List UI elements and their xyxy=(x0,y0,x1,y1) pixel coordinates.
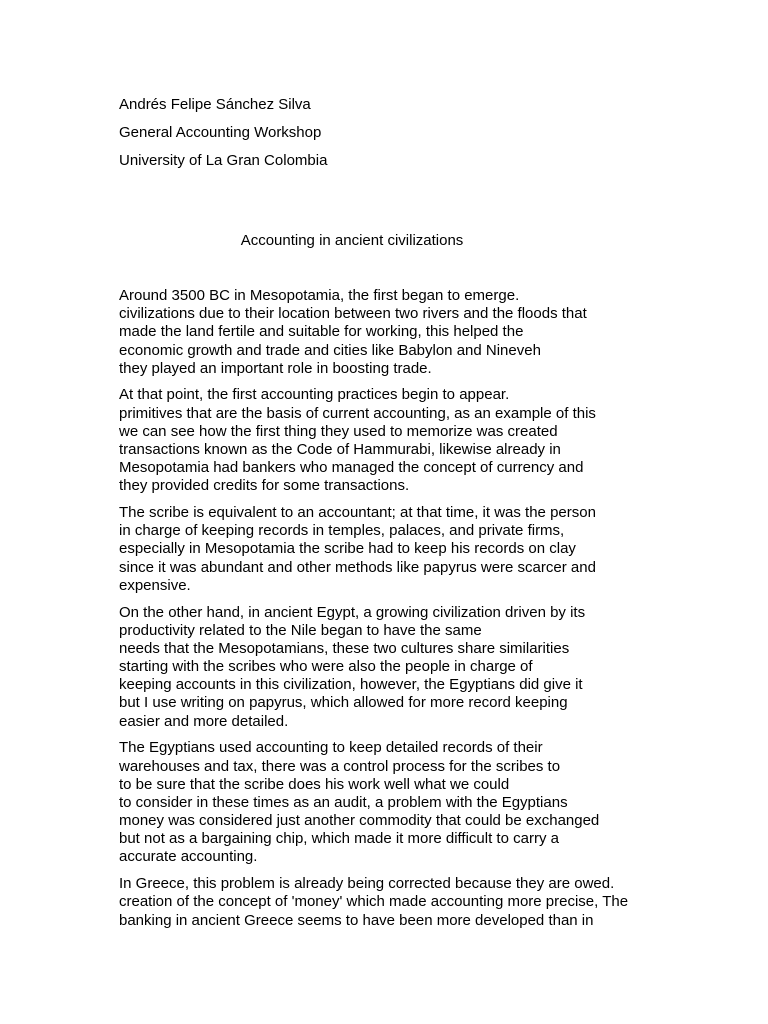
document-header xyxy=(119,91,327,175)
paragraph-line: transactions known as the Code of Hammurabi, likewise already in xyxy=(119,441,561,458)
document-title: Accounting in ancient civilizations xyxy=(240,232,464,249)
paragraph-line: we can see how the first thing they used to memorize was created xyxy=(119,422,558,440)
paragraph-line: warehouses and tax, there was a control process for the scribes to xyxy=(119,757,561,775)
document-body xyxy=(119,287,679,938)
paragraph-line: in charge of keeping records in temples, palaces, and private firms, xyxy=(119,522,565,540)
paragraph-line: money was considered just another commodity that could be exchanged xyxy=(119,812,600,830)
paragraph-line: The Egyptians used accounting to keep detailed records of their xyxy=(119,739,543,757)
paragraph-line: productivity related to the Nile began to have the same xyxy=(119,621,482,639)
paragraph-line: primitives that are the basis of current accounting, as an example of this xyxy=(119,404,596,422)
paragraph-line: made the land fertile and suitable for working, this helped the xyxy=(119,323,524,341)
paragraph xyxy=(119,287,679,378)
paragraph-line: easier and more detailed. xyxy=(119,712,289,730)
paragraph-line: creation of the concept of 'money' which made accounting more precise, The xyxy=(119,893,629,911)
paragraph-line: Mesopotamia had bankers who managed the concept of currency and xyxy=(119,459,584,477)
paragraph xyxy=(119,604,679,731)
paragraph-line: but not as a bargaining chip, which made it more difficult to carry a xyxy=(119,830,559,848)
paragraph-line: expensive. xyxy=(119,576,191,594)
paragraph-line: banking in ancient Greece seems to have been more developed than in xyxy=(119,911,594,929)
paragraph-line: they provided credits for some transactions. xyxy=(119,477,410,495)
paragraph-line: especially in Mesopotamia the scribe had to keep his records on clay xyxy=(119,540,576,558)
paragraph-line: accurate accounting. xyxy=(119,848,258,866)
paragraph-line: to consider in these times as an audit, a problem with the Egyptians xyxy=(119,793,568,811)
paragraph-line: starting with the scribes who were also the people in charge of xyxy=(119,658,533,676)
paragraph xyxy=(119,504,679,595)
paragraph-line: At that point, the first accounting practices begin to appear. xyxy=(119,386,510,404)
paragraph-line: keeping accounts in this civilization, however, the Egyptians did give it xyxy=(119,676,583,694)
paragraph-line: to be sure that the scribe does his work well what we could xyxy=(119,775,510,793)
paragraph xyxy=(119,739,679,866)
paragraph-line: they played an important role in boosting trade. xyxy=(119,359,432,377)
paragraph-line: but I use writing on papyrus, which allowed for more record keeping xyxy=(119,694,568,712)
paragraph xyxy=(119,875,679,930)
paragraph-line: On the other hand, in ancient Egypt, a growing civilization driven by its xyxy=(119,603,586,621)
paragraph-line: In Greece, this problem is already being corrected because they are owed. xyxy=(119,875,615,893)
paragraph-line: needs that the Mesopotamians, these two cultures share similarities xyxy=(119,639,570,657)
paragraph-line: civilizations due to their location between two rivers and the floods that xyxy=(119,305,587,323)
author-name: Andrés Felipe Sánchez Silva xyxy=(119,96,311,113)
paragraph xyxy=(119,386,679,495)
paragraph-line: since it was abundant and other methods like papyrus were scarcer and xyxy=(119,558,596,576)
paragraph-line: Around 3500 BC in Mesopotamia, the first began to emerge. xyxy=(119,287,520,304)
paragraph-line: economic growth and trade and cities like Babylon and Nineveh xyxy=(119,341,541,359)
course-name: General Accounting Workshop xyxy=(119,124,322,141)
paragraph-line: The scribe is equivalent to an accountant; at that time, it was the person xyxy=(119,504,596,522)
university-name: University of La Gran Colombia xyxy=(119,152,328,169)
